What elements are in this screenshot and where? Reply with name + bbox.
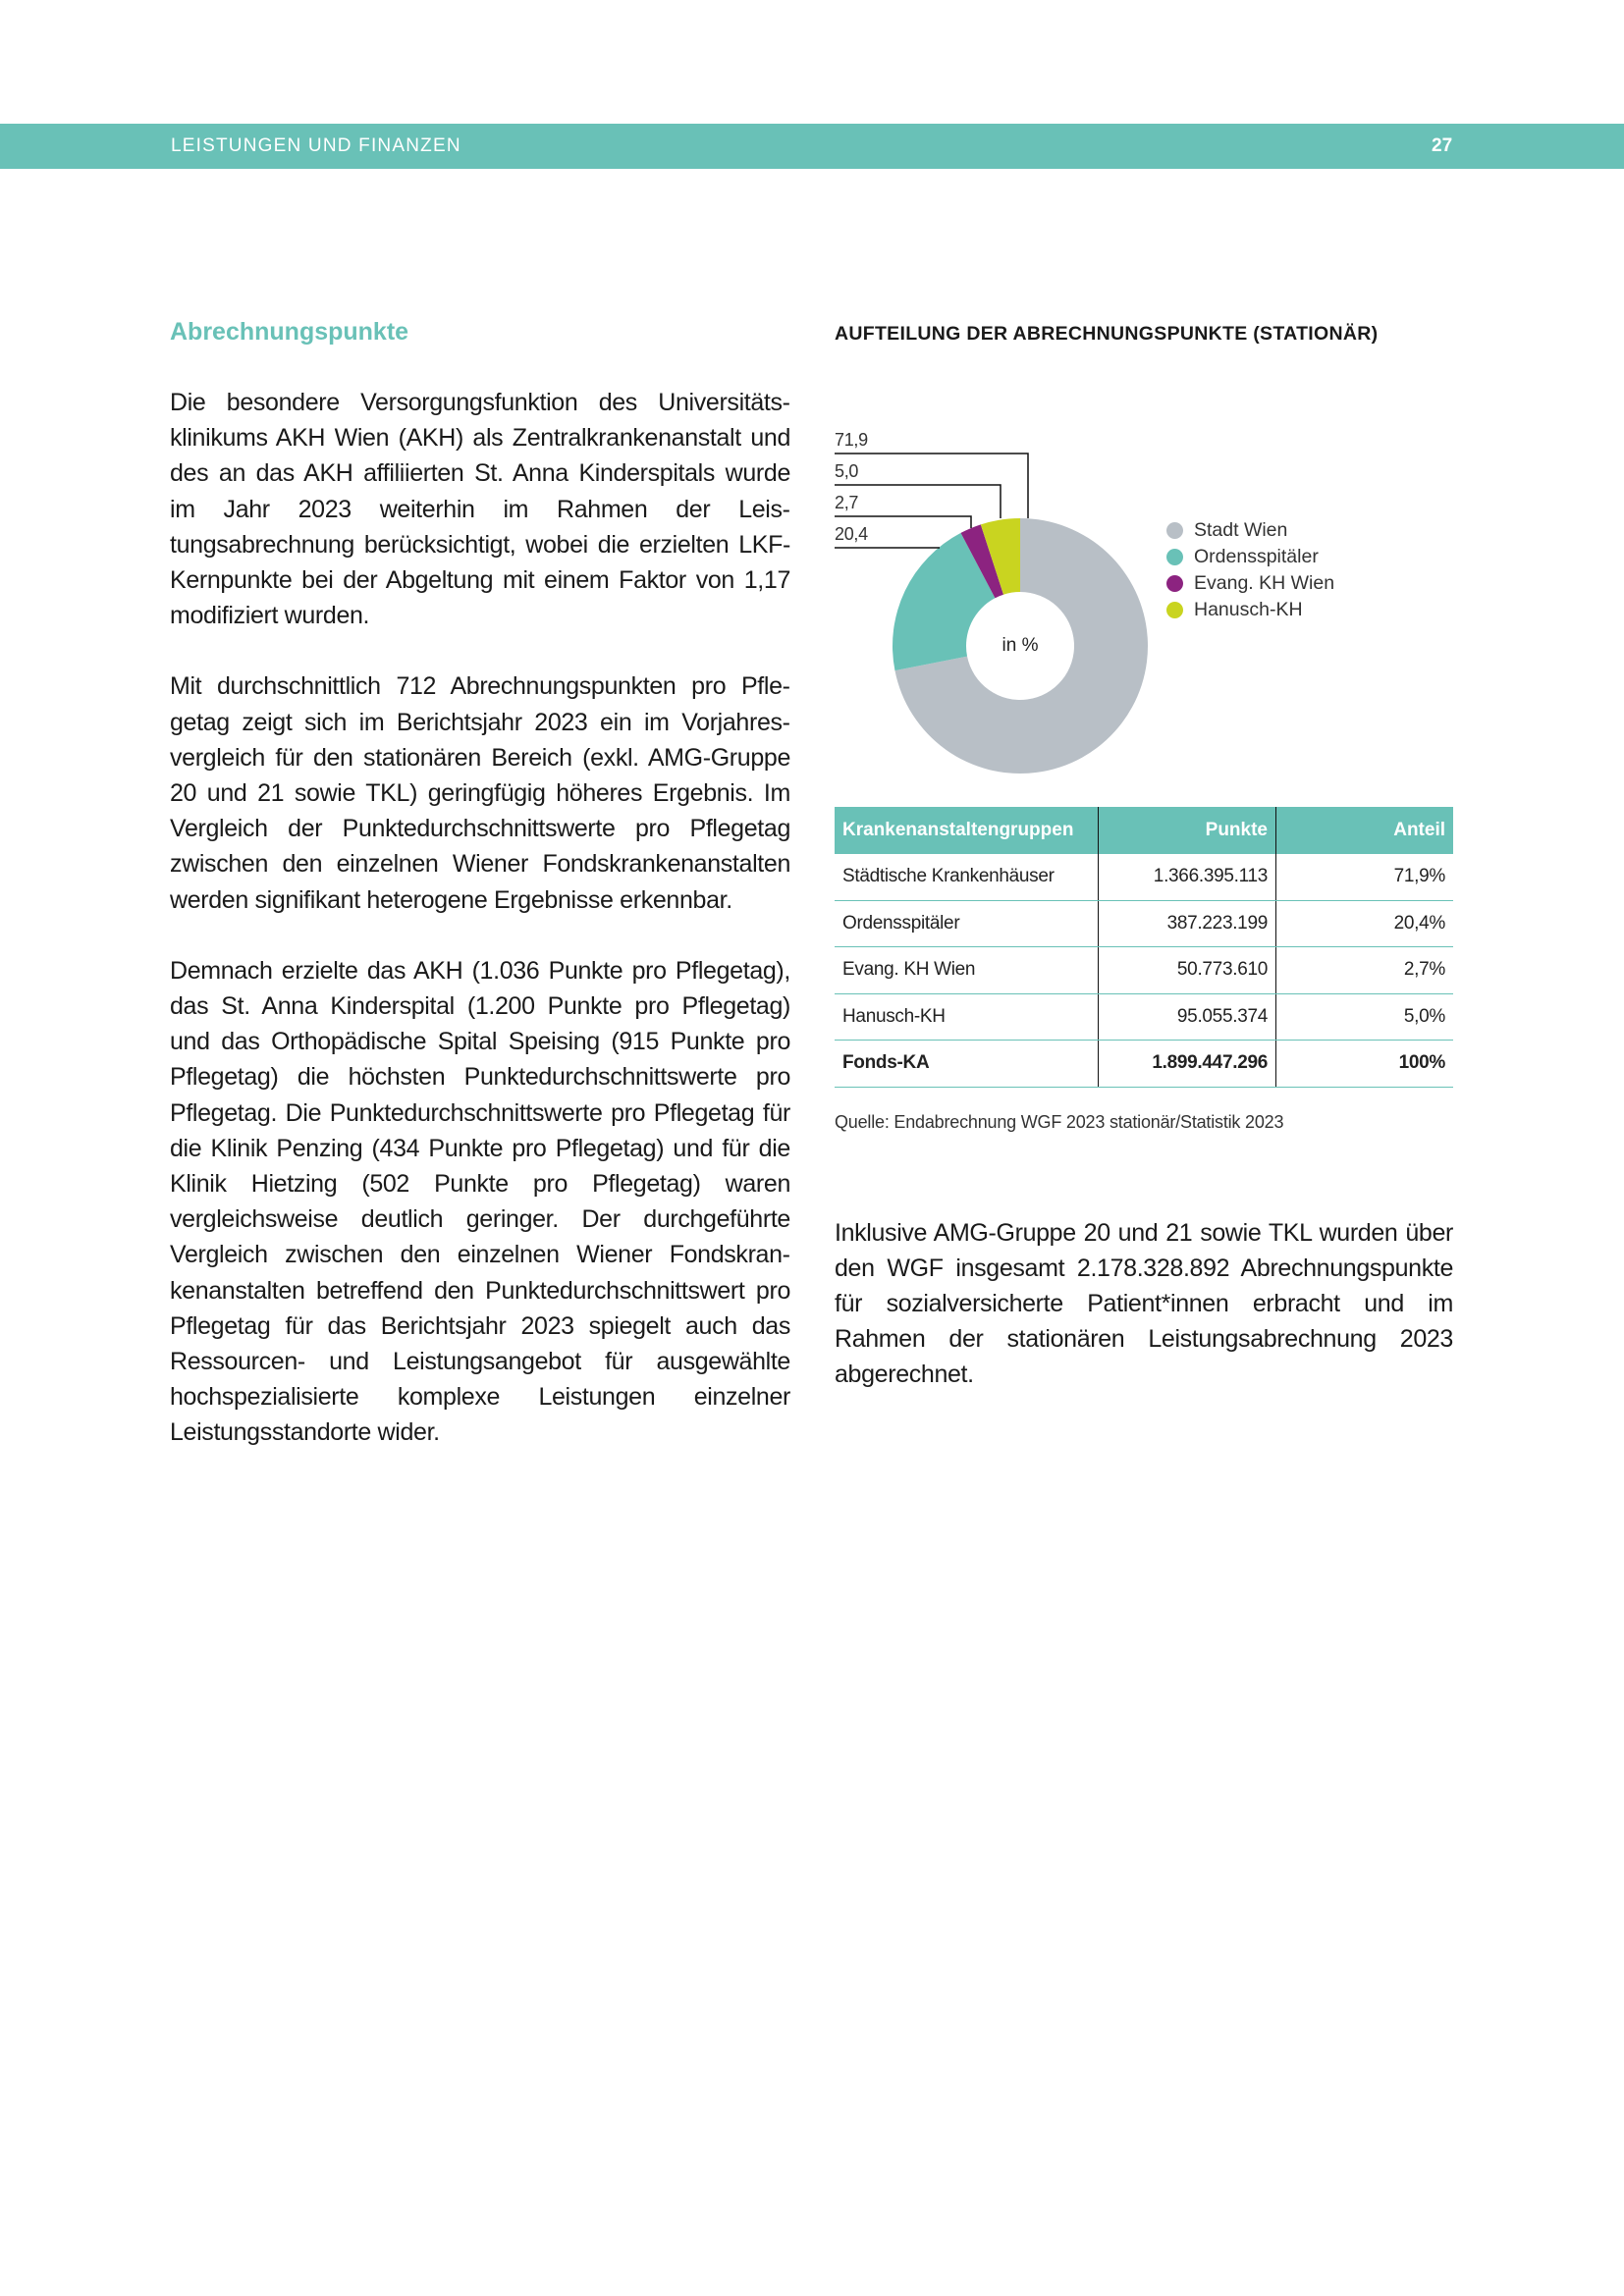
table-row: [835, 854, 1453, 900]
cell-group: Evang. KH Wien: [835, 947, 1099, 994]
callout-label-evang: 2,7: [835, 493, 859, 512]
cell-share: 20,4%: [1276, 900, 1454, 947]
table-header-row: [835, 807, 1453, 854]
table-total-row: [835, 1041, 1453, 1088]
cell-total-share: 100%: [1276, 1041, 1454, 1088]
table-row: [835, 947, 1453, 994]
legend-dot-icon: [1166, 575, 1183, 592]
legend-label: Hanusch-KH: [1194, 599, 1303, 620]
section-title: LEISTUNGEN UND FINANZEN: [171, 135, 461, 156]
cell-points: 50.773.610: [1099, 947, 1276, 994]
cell-share: 5,0%: [1276, 993, 1454, 1041]
table-row: [835, 900, 1453, 947]
donut-chart-graphic: [835, 353, 1453, 795]
legend-item-hanusch-kh: [1166, 597, 1334, 623]
legend-dot-icon: [1166, 549, 1183, 565]
legend-dot-icon: [1166, 522, 1183, 539]
body-paragraph-2: Mit durchschnittlich 712 Abrechnungspunkten pro Pflegetag zeigt sich im Berichtsjahr 2023 ein im Vorjahresvergleich für den stationären Bereich (exkl. AMG-Gruppe 20 und 21 sowie TKL) geringfügig höheres Ergebnis. Im Vergleich der Punktedurchschnittswerte pro Pflegetag zwischen den einzelnen Wiener Fondskrankenanstalten werden signifikant heterogene Ergebnisse erkennbar.: [170, 672, 790, 914]
table-row: [835, 993, 1453, 1041]
donut-center-label: in %: [1001, 635, 1039, 656]
cell-points: 1.366.395.113: [1099, 854, 1276, 900]
points-table: [835, 807, 1453, 1088]
section-heading: Abrechnungspunkte: [170, 318, 409, 346]
left-column: [170, 314, 790, 1486]
body-paragraph-3: Demnach erzielte das AKH (1.036 Punkte pro Pflegetag), das St. Anna Kinderspital (1.200 Punkte pro Pflegetag) und das Orthopädische Spital Speising (915 Punkte pro Pflegetag) die höchsten Punktedurchschnittswerte pro Pflegetag. Die Punktedurchschnittswerte pro Pflegetag für die Klinik Penzing (434 Punkte pro Pflegetag) und für die Klinik Hietzing (502 Punkte pro Pflegetag) waren vergleichsweise deutlich geringer. Der durchgeführte Vergleich zwischen den einzelnen Wiener Fondskrankenanstalten betreffend den Punktedurchschnittswert pro Pflegetag für das Berichtsjahr 2023 spiegelt auch das Ressourcen- und Leistungsangebot für ausgewählte hochspezialisierte komplexe Leistungen einzelner Leistungsstandorte wider.: [170, 956, 790, 1447]
legend-item-evang-kh-wien: [1166, 570, 1334, 597]
chart-legend: [1166, 517, 1334, 623]
callout-label-ordensspitaeler: 20,4: [835, 524, 868, 544]
page-number: 27: [1432, 135, 1453, 156]
donut-chart: [835, 353, 1453, 795]
legend-label: Evang. KH Wien: [1194, 572, 1335, 594]
cell-share: 71,9%: [1276, 854, 1454, 900]
legend-dot-icon: [1166, 602, 1183, 618]
cell-points: 387.223.199: [1099, 900, 1276, 947]
cell-group: Ordensspitäler: [835, 900, 1099, 947]
body-paragraph-1: Die besondere Versorgungsfunktion des Universitätsklinikums AKH Wien (AKH) als Zentralkrankenanstalt und des an das AKH affiliierten St. Anna Kinderspitals wurde im Jahr 2023 weiterhin im Rahmen der Leistungsabrechnung berücksichtigt, wobei die erzielten LKF-Kernpunkte bei der Abgeltung mit einem Faktor von 1,17 modifiziert wurden.: [170, 389, 790, 630]
page-header-band: [0, 124, 1624, 169]
cell-group: Hanusch-KH: [835, 993, 1099, 1041]
source-note: Quelle: Endabrechnung WGF 2023 stationär/Statistik 2023: [835, 1111, 1284, 1132]
column-header-group: Krankenanstaltengruppen: [835, 807, 1099, 854]
column-header-share: Anteil: [1276, 807, 1454, 854]
cell-share: 2,7%: [1276, 947, 1454, 994]
cell-group: Städtische Krankenhäuser: [835, 854, 1099, 900]
cell-points: 95.055.374: [1099, 993, 1276, 1041]
legend-item-ordensspitaeler: [1166, 544, 1334, 570]
cell-total-label: Fonds-KA: [835, 1041, 1099, 1088]
callout-line-hanusch: [835, 485, 1001, 518]
callout-label-stadt-wien: 71,9: [835, 430, 868, 450]
legend-label: Stadt Wien: [1194, 519, 1288, 541]
legend-label: Ordensspitäler: [1194, 546, 1319, 567]
callout-line-stadt-wien: [835, 454, 1028, 518]
cell-total-points: 1.899.447.296: [1099, 1041, 1276, 1088]
chart-title: AUFTEILUNG DER ABRECHNUNGSPUNKTE (STATIONÄR): [835, 323, 1379, 345]
summary-paragraph: Inklusive AMG-Gruppe 20 und 21 sowie TKL wurden über den WGF insgesamt 2.178.328.892 Abrechnungspunkte für sozialversicherte Patient*innen erbracht und im Rahmen der stationären Leistungsabrechnung 2023 abgerechnet.: [835, 1218, 1453, 1389]
right-column: [835, 314, 1453, 1393]
column-header-points: Punkte: [1099, 807, 1276, 854]
legend-item-stadt-wien: [1166, 517, 1334, 544]
callout-label-hanusch: 5,0: [835, 461, 859, 481]
